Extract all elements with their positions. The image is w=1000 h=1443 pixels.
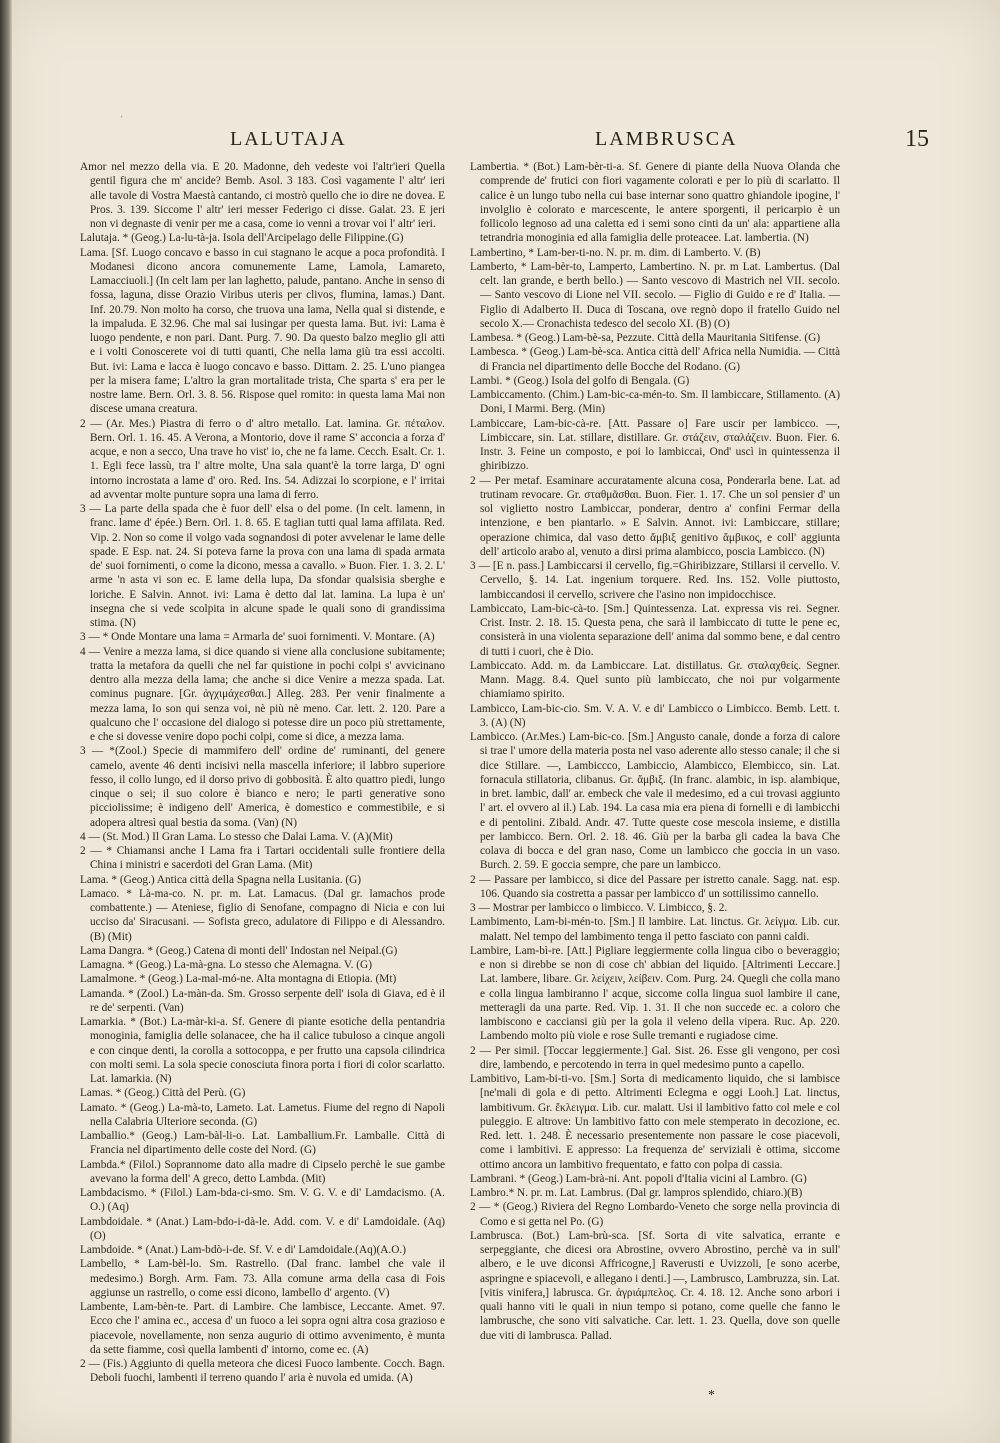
dictionary-entry: Lama. [Sf. Luogo concavo e basso in cui stagnano le acque a poca profondità. I Modanesi dicono ancora comunemente Lame, Lamola, Lamareto, Lamacciuoli.] (In celt lam per lan laghetto, palude, pantano. Anche in senso di fossa, laguna, disse Orazio Viribus uteris per clivos, flumina, lamas.) Dant. Inf. 20.79. Non molto ha corso, che truova una lama, Nella qual si distende, e la impaluda. E 32.96. Che mal sai lusingar per questa lama. But. ivi: Lama è luogo pendente, e non pari. Dant. Purg. 7. 90. Da questo balzo meglio gli atti e i volti Conoscerete voi di tutti quanti, Che nella lama giù tra essi accolti. But. ivi: Lama e lacca è luogo concavo e basso. Dittam. 2. 25. L'uno piangea per la misera fame; L'altro la gran mortalitade trista, Che sparta s' era per le nostre lame. Bern. Orl. 3. 8. 56. Rispose quel romito: in questa lama Mai non discese umana creatura.	[80, 246, 445, 416]
dictionary-entry: Amor nel mezzo della via. E 20. Madonne, deh vedeste voi l'altr'ieri Quella gentil figura che m' ancide? Bemb. Asol. 3 183. Così vagamente l' altr' ieri alle tavole di Vostra Maestà cantando, ci mostrò quello che io dire ne dovea. E Pros. 3. 139. Siccome l' altr' ieri messer Federigo ci disse. Galat. 23. E jeri non vi degnaste di venir per me a casa, come io venni a trovar voi l' altr' ieri.	[80, 161, 445, 230]
dictionary-entry: Lambertia. * (Bot.) Lam-bèr-ti-a. Sf. Genere di piante della Nuova Olanda che comprende de' frutici con fiori vagamente colorati e per lo più di scarlatto. Il calice è un lungo tubo nella cui base internar sono quattro ghiandole ipogine, l' involglio è colorato e marcescente, le antere sporgenti, il pericarpio è un follicolo legnoso ad una caletta ed i semi sono cinti da un' ala: appartiene alla tetrandria monoginia ed alla famiglia delle proteacee. Lat. lambertia. (N)	[470, 161, 840, 245]
page-binding-edge	[0, 0, 12, 1443]
dictionary-entry: Lambro.* N. pr. m. Lat. Lambrus. (Dal gr. lampros splendido, chiaro.)(B)	[470, 1187, 803, 1199]
dictionary-entry: Lamato. * (Geog.) La-mà-to, Lameto. Lat. Lametus. Fiume del regno di Napoli nella Calabria Ulteriore seconda. (G)	[80, 1101, 445, 1128]
footer-star: *	[708, 1388, 715, 1403]
dictionary-entry: 3 — Mostrar per lambicco o limbicco. V. Limbicco, §. 2.	[470, 902, 728, 914]
dictionary-entry: 2 — Passare per lambicco, si dice del Passare per istretto canale. Sagg. nat. esp. 106. Quando sia costretta a passar per lambicco d' un sottilissimo cannello.	[470, 873, 840, 900]
dictionary-entry: Lambiccato. Add. m. da Lambiccare. Lat. distillatus. Gr. σταλαχθείς. Segner. Mann. Magg. 8.4. Quel sunto più lambiccato, che noi pur volgarmente chiamiamo spirito.	[470, 659, 840, 701]
dictionary-entry: Lambire, Lam-bì-re. [Att.] Pigliare leggiermente colla lingua cibo o beveraggio; e non si direbbe se non di cose ch' abbian del liquido. [Altrimenti Leccare.] Lat. lambere, libare. Gr. λείχειν, λείβειν. Com. Purg. 24. Quegli che colla mano e colla lingua lambiranno l' acque, siccome colla lingua suol lambire il cane, metteragli da una parte. Red. Vip. 1. 31. Il che non succede ec. a coloro che lambiscono e cacciansi giù per la gola il veleno della vipera. Ruc. Ap. 220. Lambendo molto più viole e rose Sulle tremanti e rugiadose cime.	[470, 944, 840, 1043]
dictionary-entry: 3 — * Onde Montare una lama = Armarla de' suoi fornimenti. V. Montare. (A)	[80, 631, 435, 644]
dictionary-entry: Lambi. * (Geog.) Isola del golfo di Bengala. (G)	[470, 374, 690, 387]
dictionary-entry: Lambimento, Lam-bi-mén-to. [Sm.] Il lambire. Lat. linctus. Gr. λείγμα. Lib. cur. malatt. Nel tempo del lambimento tenga il petto fasciato con panni caldi.	[470, 916, 840, 943]
dictionary-entry: Lamarkia. * (Bot.) La-màr-ki-a. Sf. Genere di piante esotiche della pentandria monoginia, famiglia delle solanacee, che ha il calice tubuloso a cinque angoli e con cinque denti, la corolla a sottocoppa, e per frutto una capsola cilindrica con molti semi. La sola specie conosciuta finora porta i fiori di color scarlatto. Lat. lamarkia. (N)	[80, 1016, 445, 1085]
dictionary-entry: 2 — (Ar. Mes.) Piastra di ferro o d' altro metallo. Lat. lamina. Gr. πέταλον. Bern. Orl. 1. 16. 45. A Verona, a Montorio, dove il rame S' acconcia a forza d' acque, e non a secco, Una trave ho vist' io, che ne fa lame. Cecch. Esalt. Cr. 1. 1. Egli fece lassù, tra l' altre molte, Una sala quant'è la torre larga, D' ogni intorno incrostata a lame d' oro. Red. Ins. 54. Adizzai lo scorpione, e l' irritai ad avventar molte punture sopra una lama di ferro.	[80, 417, 445, 501]
dictionary-entry: 2 — Per metaf. Esaminare accuratamente alcuna cosa, Ponderarla bene. Lat. ad trutinam revocare. Gr. σταθμᾶσθαι. Buon. Fier. 1. 17. Che un sol pensier d' un sol viglietto nostro Lambiccar, ponderar, dentro a' confini Fermar della intenzione, e ben piantarlo. » E Salvin. Annot. ivi: Lambiccare, stillare; operazione chimica, dal vaso detto ἄμβιξ genitivo ἄμβικος, e coll' aggiunta dell' articolo arabo al, venuto a dirsi prima alambicco, poscia Lambicco. (N)	[470, 474, 840, 558]
dictionary-entry: Lambdoidale. * (Anat.) Lam-bdo-i-dà-le. Add. com. V. e di' Lamdoidale. (Aq) (O)	[80, 1215, 445, 1242]
dictionary-entry: Lama. * (Geog.) Antica città della Spagna nella Lusitania. (G)	[80, 873, 362, 886]
running-header	[0, 128, 1000, 162]
dictionary-entry: Lambesa. * (Geog.) Lam-bè-sa, Pezzute. Città della Mauritania Sitifense. (G)	[470, 332, 821, 344]
dictionary-entry: Lamanda. * (Zool.) La-màn-da. Sm. Grosso serpente dell' isola di Giava, ed è il re de' serpenti. (Van)	[80, 987, 445, 1014]
dictionary-entry: Lama Dangra. * (Geog.) Catena di monti dell' Indostan nel Neipal.(G)	[80, 944, 398, 957]
dictionary-entry: 4 — (St. Mod.) Il Gran Lama. Lo stesso che Dalai Lama. V. (A)(Mit)	[80, 830, 393, 843]
dictionary-entry: Lamas. * (Geog.) Città del Perù. (G)	[80, 1087, 246, 1100]
dictionary-entry: Lambicco. (Ar.Mes.) Lam-bic-co. [Sm.] Angusto canale, donde a forza di calore si trae l' umore della materia posta nel vaso aderente allo stesso canale; il che si dice Stillare. —, Lambiccco, Lambiccio, Alambicco, Elembicco, sin. Lat. fornacula stillatoria, clibanus. Gr. ἄμβιξ. (In franc. alambic, in isp. alambique, in bret. lambic, dall' ar. embeck che vale il medesimo, ed a cui trovasi aggiunto l' art. el ovvero al il.) Lab. 194. La casa mia era piena di fornelli e di lambicchi e di pentolini. Zibald. Andr. 47. Tutte queste cose mescola insieme, e distilla per lambicco. Bern. Orl. 2. 18. 46. Giù per la barba gli cadea la bava Che colava di bocca e del gran naso, Come un lambicco che goccia in un vaso. Burch. 2. 59. E goccia sempre, che pare un lambicco.	[470, 731, 840, 872]
dictionary-entry: Lambrusca. (Bot.) Lam-brù-sca. [Sf. Sorta di vite salvatica, errante e serpeggiante, che dicesi ora Abrostine, ovvero Abrostino, perchè va in sull' albero, e le uve diconsi Affricogne,] Raverusti e Uvizzoli, [e sono acerbe, aspringne e spiacevoli, e allegano i denti.] —, Lambrusco, Lambruzza, sin. Lat. [vitis vinifera,] labrusca. Gr. ἀγριάμπελος. Cr. 4. 18. 12. Anche sono arbori i quali hanno viti le quali in niun tempo si potano, come quelle che fanno le lambrusche, che sono viti salvatiche. Car. lett. 1. 23. Quella, dove son quelle due viti di lambrusca. Pallad.	[470, 1229, 840, 1342]
dictionary-entry: Lambiccamento. (Chim.) Lam-bic-ca-mén-to. Sm. Il lambiccare, Stillamento. (A) Doni, I Marmi. Berg. (Min)	[470, 389, 840, 416]
margin-mark: ʻ	[120, 115, 123, 125]
dictionary-entry: Lambente, Lam-bèn-te. Part. di Lambire. Che lambisce, Leccante. Amet. 97. Ecco che l' amina ec., accesa d' un fuoco a lei sopra ogni altra cosa grazioso e piacevole, novellamente, non senza augurio di ottimo avvenimento, è munta da sette fiamme, così quella lambenti d' intorno, come ec. (A)	[80, 1301, 445, 1356]
dictionary-entry: 2 — * (Geog.) Riviera del Regno Lombardo-Veneto che sorge nella provincia di Como e si getta nel Po. (G)	[470, 1201, 840, 1228]
dictionary-entry: Lalutaja. * (Geog.) La-lu-tà-ja. Isola dell'Arcipelago delle Filippine.(G)	[80, 232, 404, 245]
right-running-title: LAMBRUSCA	[595, 128, 738, 150]
dictionary-entry: 4 — Venire a mezza lama, si dice quando si viene alla conclusione subitamente; tratta la metafora da quelli che nel far quistione in pochi colpi s' avvicinano dentro alla mezza della lama; che anche si dice Venire a mezza spada. Lat. cominus pugnare. [Gr. ἀγχιμάχεσθαι.] Alleg. 283. Per venir finalmente a mezza lama, Io son qui senza voi, nè più nè meno. Car. lett. 2. 120. Pare a qualcuno che l' occasione del dialogo si potesse dire un poco più strettamente, e che si dovesse venire dopo pochi colpi, come si dice, a mezza lama.	[80, 645, 445, 743]
dictionary-entry: Lamaco. * Là-ma-co. N. pr. m. Lat. Lamacus. (Dal gr. lamachos prode combattente.) — Ateniese, figlio di Senofane, compagno di Nicia e con lui ucciso da' Siracusani. — Sofista greco, adulatore di Filippo e di Alessandro. (B) (Mit)	[80, 887, 445, 943]
right-column	[470, 160, 840, 1385]
dictionary-entry: 2 — (Fis.) Aggiunto di quella meteora che dicesi Fuoco lambente. Cocch. Bagn. Deboli fuochi, lambenti il terreno quando l' aria è nuvola ed umida. (A)	[80, 1358, 445, 1385]
dictionary-entry: Lambdoide. * (Anat.) Lam-bdò-i-de. Sf. V. e di' Lamdoidale.(Aq)(A.O.)	[80, 1244, 407, 1256]
dictionary-entry: Lamagna. * (Geog.) La-mà-gna. Lo stesso che Alemagna. V. (G)	[80, 959, 372, 971]
dictionary-entry: 2 — * Chiamansi anche I Lama fra i Tartari occidentali sulle frontiere della China i ministri e sacerdoti del Gran Lama. (Mit)	[80, 845, 445, 872]
dictionary-entry: Lambello, * Lam-bèl-lo. Sm. Rastrello. (Dal franc. lambel che vale il medesimo.) Borgh. Arm. Fam. 73. Alla comune arma della casa di Fois aggiunse un rastrello, o come essi dicono, lambello d' argento. (V)	[80, 1258, 445, 1299]
dictionary-entry: Lambdacismo. * (Filol.) Lam-bda-ci-smo. Sm. V. G. V. e di' Lamdacismo. (A. O.) (Aq)	[80, 1187, 445, 1214]
dictionary-entry: Lambrani. * (Geog.) Lam-brà-ni. Ant. popoli d'Italia vicini al Lambro. (G)	[470, 1172, 807, 1185]
dictionary-entry: Lambicco, Lam-bic-cio. Sm. V. A. V. e di' Lambicco o Limbicco. Bemb. Lett. t. 3. (A) (N)	[470, 702, 840, 729]
dictionary-entry: Lambiccare, Lam-bic-cà-re. [Att. Passare o] Fare uscir per lambicco. —, Limbiccare, sin. Lat. stillare, distillare. Gr. στάζειν, σταλάζειν. Buon. Fier. 6. Instr. 3. Feine un composto, e poi lo lambiccai, Ond' uscì in quintessenza il ghiribizzo.	[470, 417, 840, 473]
dictionary-entry: Lamberto, * Lam-bèr-to, Lamperto, Lambertino. N. pr. m Lat. Lambertus. (Dal celt. lan grande, e berth bello.) — Santo vescovo di Mastrich nel VII. secolo. — Santo vescovo di Lione nel VII. secolo. — Figlio di Guido e re d' Italia. — Figlio di Adalberto II. Duca di Toscana, ove regnò dopo il fratello Guido nel secolo X.— Cronachista tedesco del secolo XI. (B) (O)	[470, 260, 840, 330]
dictionary-entry: Lambda.* (Filol.) Soprannome dato alla madre di Cipselo perchè le sue gambe avevano la forma dell' A greco, detto Lambda. (Mit)	[80, 1158, 445, 1185]
dictionary-entry: 3 — [E n. pass.] Lambiccarsi il cervello, fig.=Ghiribizzare, Stillarsi il cervello. V. Cervello, §. 14. Lat. ingenium torquere. Red. Ins. 152. Volle piuttosto, lambiccandosi il cervello, scrivere che l'asino non impidocchisce.	[470, 560, 840, 601]
dictionary-entry: 3 — *(Zool.) Specie di mammifero dell' ordine de' ruminanti, del genere camelo, avente 46 denti incisivi nella mascella inferiore; il labbro superiore fesso, il collo lungo, ed il dorso privo di gobbosità. È alto quattro piedi, lungo cinque o sei; il suo colore è bianco e nero; le parti generative sono picciolissime; è indigeno dell' America, è domestico e commestibile, e si adopera altresì qual bestia da soma. (Van) (N)	[80, 745, 445, 829]
dictionary-entry: Lamalmone. * (Geog.) La-mal-mó-ne. Alta montagna di Etiopia. (Mt)	[80, 973, 397, 986]
dictionary-entry: Lambiccato, Lam-bic-cà-to. [Sm.] Quintessenza. Lat. expressa vis rei. Segner. Crist. Instr. 2. 18. 15. Questa pena, che sarà il lambiccato di tutte le pene ec, consisterà in una violenta separazione dell' anima dal sommo bene, e dal centro di tutti i cuori, che è Dio.	[470, 602, 840, 658]
page-number: 15	[905, 126, 929, 152]
dictionary-entry: Lambesca. * (Geog.) Lam-bè-sca. Antica città dell' Africa nella Numidia. — Città di Francia nel dipartimento delle Bocche del Rodano. (G)	[470, 346, 840, 373]
left-running-title: LALUTAJA	[230, 128, 347, 150]
dictionary-entry: Lambitivo, Lam-bi-ti-vo. [Sm.] Sorta di medicamento liquido, che si lambisce [ne'mali di gola e di petto. Altrimenti Eclegma e oggi Looh.] Lat. linctus, lambitivum. Gr. ἔκλειγμα. Lib. cur. malatt. Usi il lambitivo fatto col mele e col puleggio. E altrove: Un lambitivo fatto con mele stemperato in decozione, ec. Red. lett. 1. 248. È necessario presentemente non passare le cose piacevoli, come i lambitivi. E appresso: La frequenza de' serviziali è ottima, siccome ottimo ancora un lambitivo frequentato, e fatto con polpa di cassia.	[470, 1073, 840, 1171]
dictionary-entry: Lamballio.* (Geog.) Lam-bàl-li-o. Lat. Lamballium.Fr. Lamballe. Città di Francia nel dipartimento delle coste del Nord. (G)	[80, 1130, 445, 1157]
dictionary-entry: 2 — Per simil. [Toccar leggiermente.] Gal. Sist. 26. Esse gli vengono, per così dire, lambendo, e percotendo in terra in quel medesimo punto a capello.	[470, 1044, 840, 1071]
dictionary-entry: Lambertino, * Lam-ber-ti-no. N. pr. m. dim. di Lamberto. V. (B)	[470, 246, 761, 259]
left-column	[80, 160, 445, 1385]
dictionary-entry: 3 — La parte della spada che è fuor dell' elsa o del pome. (In celt. lamenn, in franc. lame d' épée.) Bern. Orl. 1. 8. 65. E taglian tutti qual lama affilata. Red. Vip. 2. Non so come il volgo vada sognandosi di poter avvelenar le lame delle spade. E Esp. nat. 24. Si poteva farne la prova con una lama di spada armata de' suoi fornimenti, o come la dicono, messa a cavallo. » Buon. Fier. 1. 3. 2. L' arme 'n asta vi son ec. E lame della lupa, Da sfondar qualsisia sberghe e loriche. E Salvin. Annot. ivi: Lama è detto dal lat. lamina. La lupa è un' insegna che si vede scolpita in alcune spade le quali sono di grandissima stima. (N)	[80, 503, 445, 629]
